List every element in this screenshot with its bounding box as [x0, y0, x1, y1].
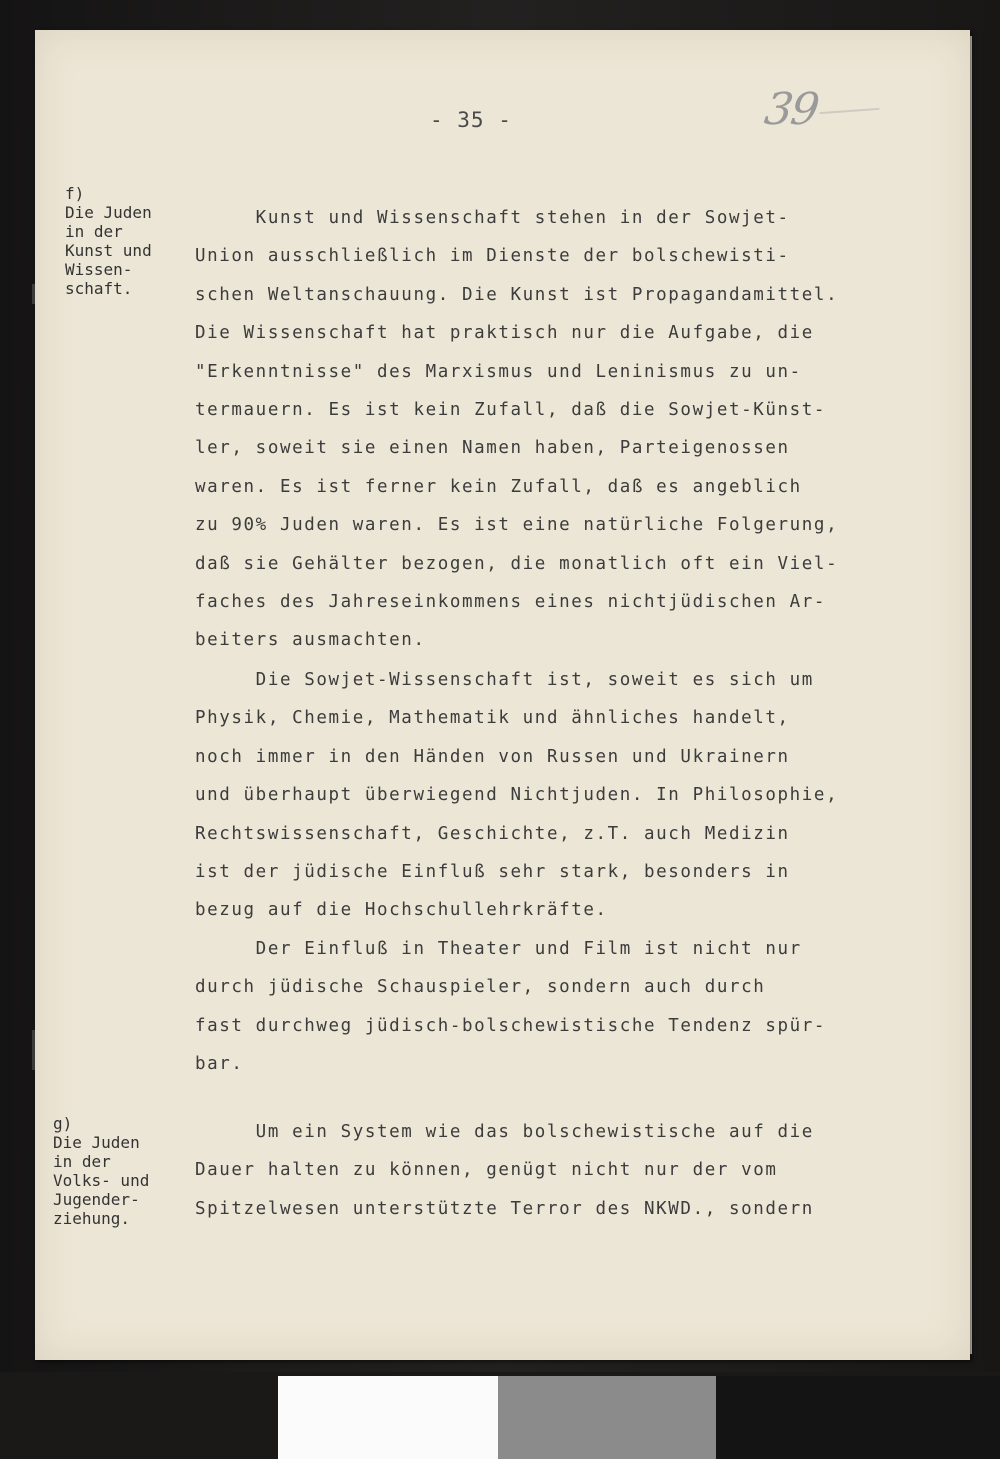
text-line: termauern. Es ist kein Zufall, daß die Sowjet-Künst- [195, 399, 827, 420]
text-line: daß sie Gehälter bezogen, die monatlich oft ein Viel- [195, 553, 839, 574]
text-line: beiters ausmachten. [195, 630, 426, 651]
paragraph-system [195, 1113, 835, 1228]
text-line: Rechtswissenschaft, Geschichte, z.T. auch Medizin [195, 823, 790, 844]
text-line: Um ein System wie das bolschewistische auf die [195, 1122, 814, 1142]
text-line: Spitzelwesen unterstützte Terror des NKWD., sondern [195, 1198, 814, 1219]
paragraph-theater-and-film [195, 930, 835, 1084]
paragraph-art-and-science [195, 199, 839, 660]
text-line: Dauer halten zu können, genügt nicht nur der vom [195, 1160, 778, 1181]
text-line: ler, soweit sie einen Namen haben, Parteigenossen [195, 438, 790, 459]
handwritten-folio-number: 39 [761, 84, 821, 135]
calibration-card-grey [498, 1376, 716, 1459]
text-line: ist der jüdische Einfluß sehr stark, besonders in [195, 861, 790, 882]
text-line: Physik, Chemie, Mathematik und ähnliches handelt, [195, 708, 790, 729]
margin-note-g: g) Die Juden in der Volks- und Jugender- ziehung. [53, 1114, 150, 1228]
text-line: Die Sowjet-Wissenschaft ist, soweit es sich um [195, 670, 814, 690]
page-number: - 35 - [430, 108, 512, 132]
text-line: Der Einfluß in Theater und Film ist nicht nur [195, 939, 802, 959]
text-line: Union ausschließlich im Dienste der bolschewisti- [195, 246, 790, 267]
text-line: schen Weltanschauung. Die Kunst ist Propagandamittel. [195, 284, 839, 305]
margin-mark [32, 284, 35, 304]
text-line: Kunst und Wissenschaft stehen in der Sowjet- [195, 208, 790, 228]
text-line: waren. Es ist ferner kein Zufall, daß es angeblich [195, 476, 802, 497]
text-line: noch immer in den Händen von Russen und Ukrainern [195, 746, 790, 767]
text-line: bar. [195, 1054, 244, 1075]
calibration-card-white [278, 1376, 498, 1459]
text-line: bezug auf die Hochschullehrkräfte. [195, 900, 608, 921]
text-line: "Erkenntnisse" des Marxismus und Leninismus zu un- [195, 361, 802, 382]
paragraph-soviet-science [195, 661, 839, 930]
text-line: und überhaupt überwiegend Nichtjuden. In Philosophie, [195, 785, 839, 806]
calibration-card-black [716, 1376, 1000, 1459]
text-line: zu 90% Juden waren. Es ist eine natürliche Folgerung, [195, 515, 839, 536]
margin-mark [32, 1030, 35, 1070]
text-line: Die Wissenschaft hat praktisch nur die Aufgabe, die [195, 323, 814, 344]
text-line: faches des Jahreseinkommens eines nichtjüdischen Ar- [195, 591, 827, 612]
text-line: durch jüdische Schauspieler, sondern auch durch [195, 977, 766, 998]
margin-note-f: f) Die Juden in der Kunst und Wissen- schaft. [65, 184, 152, 298]
text-line: fast durchweg jüdisch-bolschewistische Tendenz spür- [195, 1015, 827, 1036]
